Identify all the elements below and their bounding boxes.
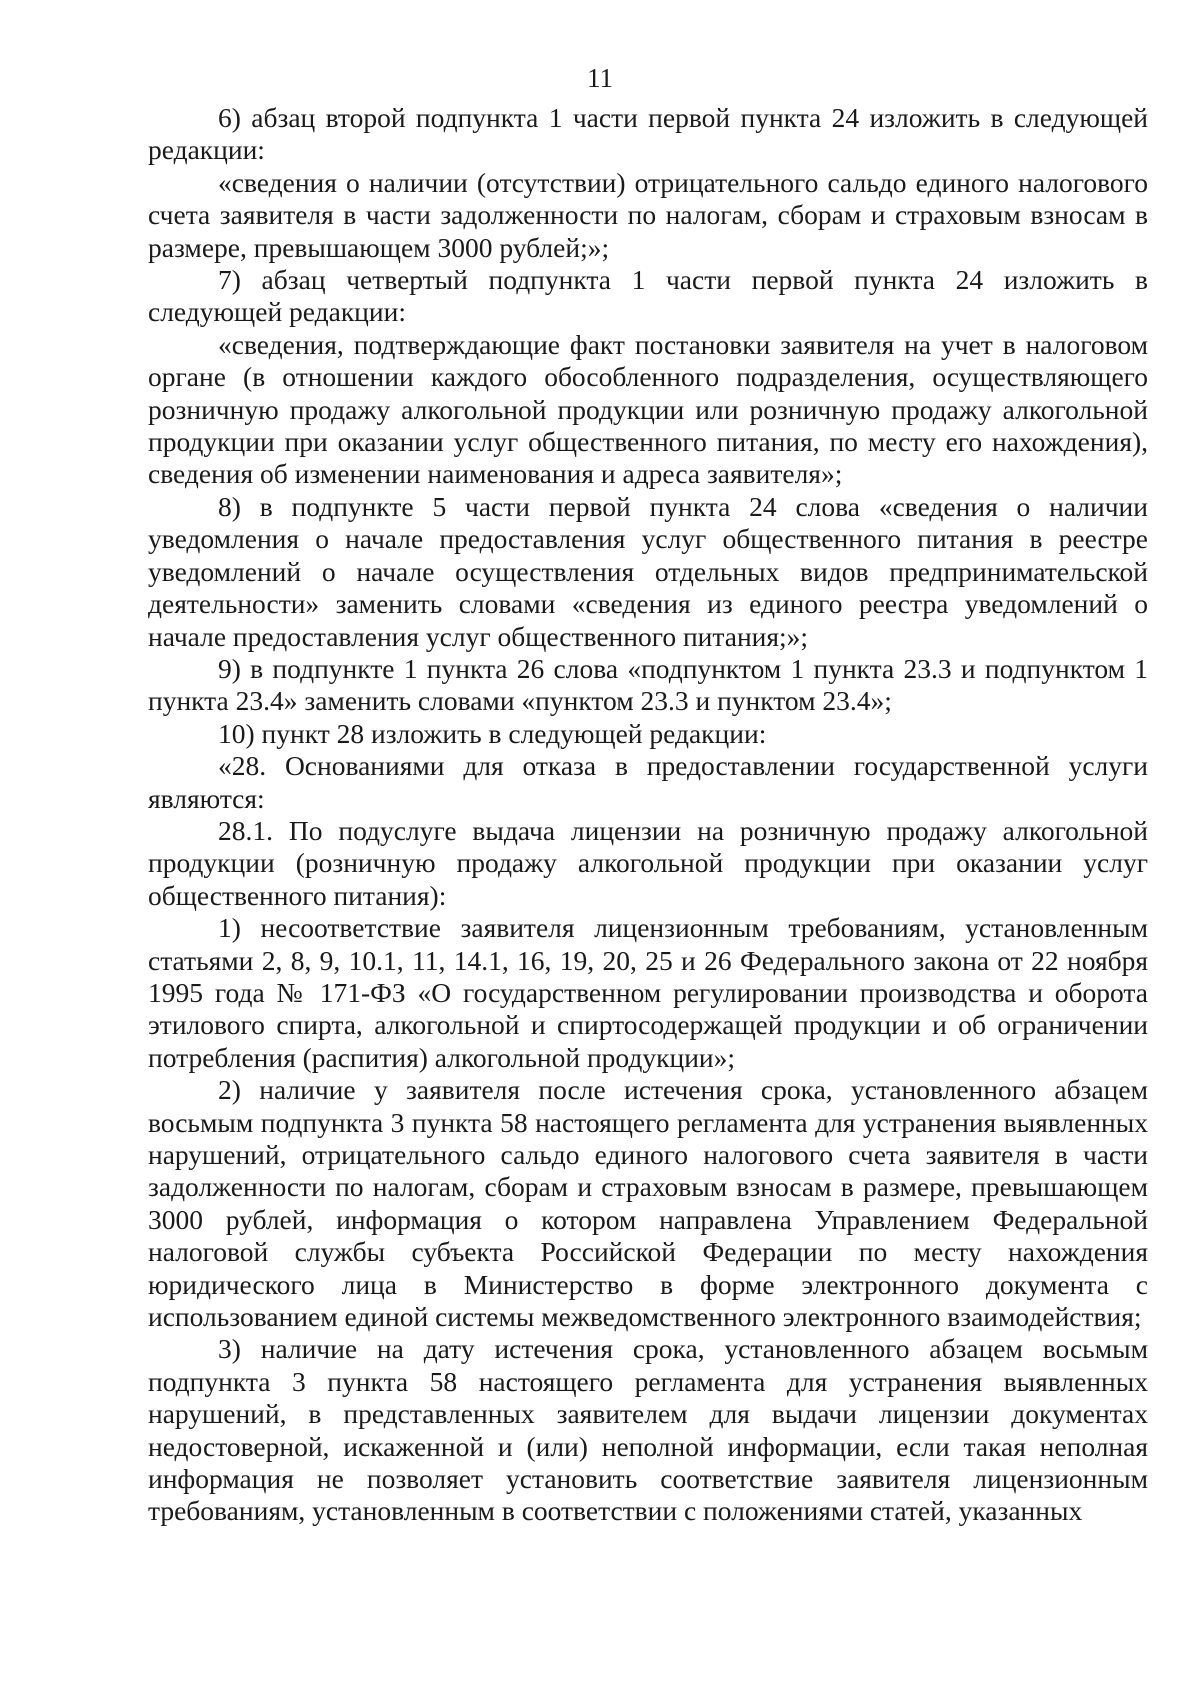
- paragraph-item-8: 8) в подпункте 5 части первой пункта 24 слова «сведения о наличии уведомления о начале предоставления услуг общественного питания в реестре уведомлений о начале осуществления отдельных видов предпринимательской деятельности» заменить словами «сведения из единого реестра уведомлений о начале предоставления услуг общественного питания;»;: [148, 490, 1148, 652]
- paragraph-clause-28-1: 28.1. По подуслуге выдача лицензии на розничную продажу алкогольной продукции (розничную продажу алкогольной продукции при оказании услуг общественного питания):: [148, 814, 1148, 911]
- paragraph-subitem-2: 2) наличие у заявителя после истечения срока, установленного абзацем восьмым подпункта 3 пункта 58 настоящего регламента для устранения выявленных нарушений, отрицательного сальдо единого налогового счета заявителя в части задолженности по налогам, сборам и страховым взносам в размере, превышающем 3000 рублей, информация о котором направлена Управлением Федеральной налоговой службы субъекта Российской Федерации по месту нахождения юридического лица в Министерство в форме электронного документа с использованием единой системы межведомственного электронного взаимодействия;: [148, 1074, 1148, 1333]
- paragraph-subitem-1: 1) несоответствие заявителя лицензионным требованиям, установленным статьями 2, 8, 9, 10.1, 11, 14.1, 16, 19, 20, 25 и 26 Федерального закона от 22 ноября 1995 года № 171-ФЗ «О государственном регулировании производства и оборота этилового спирта, алкогольной и спиртосодержащей продукции и об ограничении потребления (распития) алкогольной продукции»;: [148, 912, 1148, 1073]
- paragraph-quote-item-7: «сведения, подтверждающие факт постановки заявителя на учет в налоговом органе (в отношении каждого обособленного подразделения, осуществляющего розничную продажу алкогольной продукции или розничную продажу алкогольной продукции при оказании услуг общественного питания, по месту его нахождения), сведения об изменении наименования и адреса заявителя»;: [148, 328, 1148, 490]
- page-number: 11: [587, 63, 613, 93]
- document-body: [148, 102, 1148, 1528]
- paragraph-item-7: 7) абзац четвертый подпункта 1 части первой пункта 24 изложить в следующей редакции:: [148, 264, 1148, 328]
- paragraph-item-6: 6) абзац второй подпункта 1 части первой пункта 24 изложить в следующей редакции:: [148, 102, 1148, 166]
- paragraph-item-10: 10) пункт 28 изложить в следующей редакции:: [218, 717, 767, 749]
- paragraph-quote-item-6: «сведения о наличии (отсутствии) отрицательного сальдо единого налогового счета заявителя в части задолженности по налогам, сборам и страховым взносам в размере, превышающем 3000 рублей;»;: [148, 166, 1148, 263]
- paragraph-subitem-3: 3) наличие на дату истечения срока, установленного абзацем восьмым подпункта 3 пункта 58 настоящего регламента для устранения выявленных нарушений, в представленных заявителем для выдачи лицензии документах недостоверной, искаженной и (или) неполной информации, если такая неполная информация не позволяет установить соответствие заявителя лицензионным требованиям, установленным в соответствии с положениями статей, указанных: [148, 1333, 1148, 1527]
- paragraph-clause-28: «28. Основаниями для отказа в предоставлении государственной услуги являются:: [148, 750, 1148, 814]
- paragraph-item-9: 9) в подпункте 1 пункта 26 слова «подпунктом 1 пункта 23.3 и подпунктом 1 пункта 23.4» заменить словами «пунктом 23.3 и пунктом 23.4»;: [148, 652, 1148, 717]
